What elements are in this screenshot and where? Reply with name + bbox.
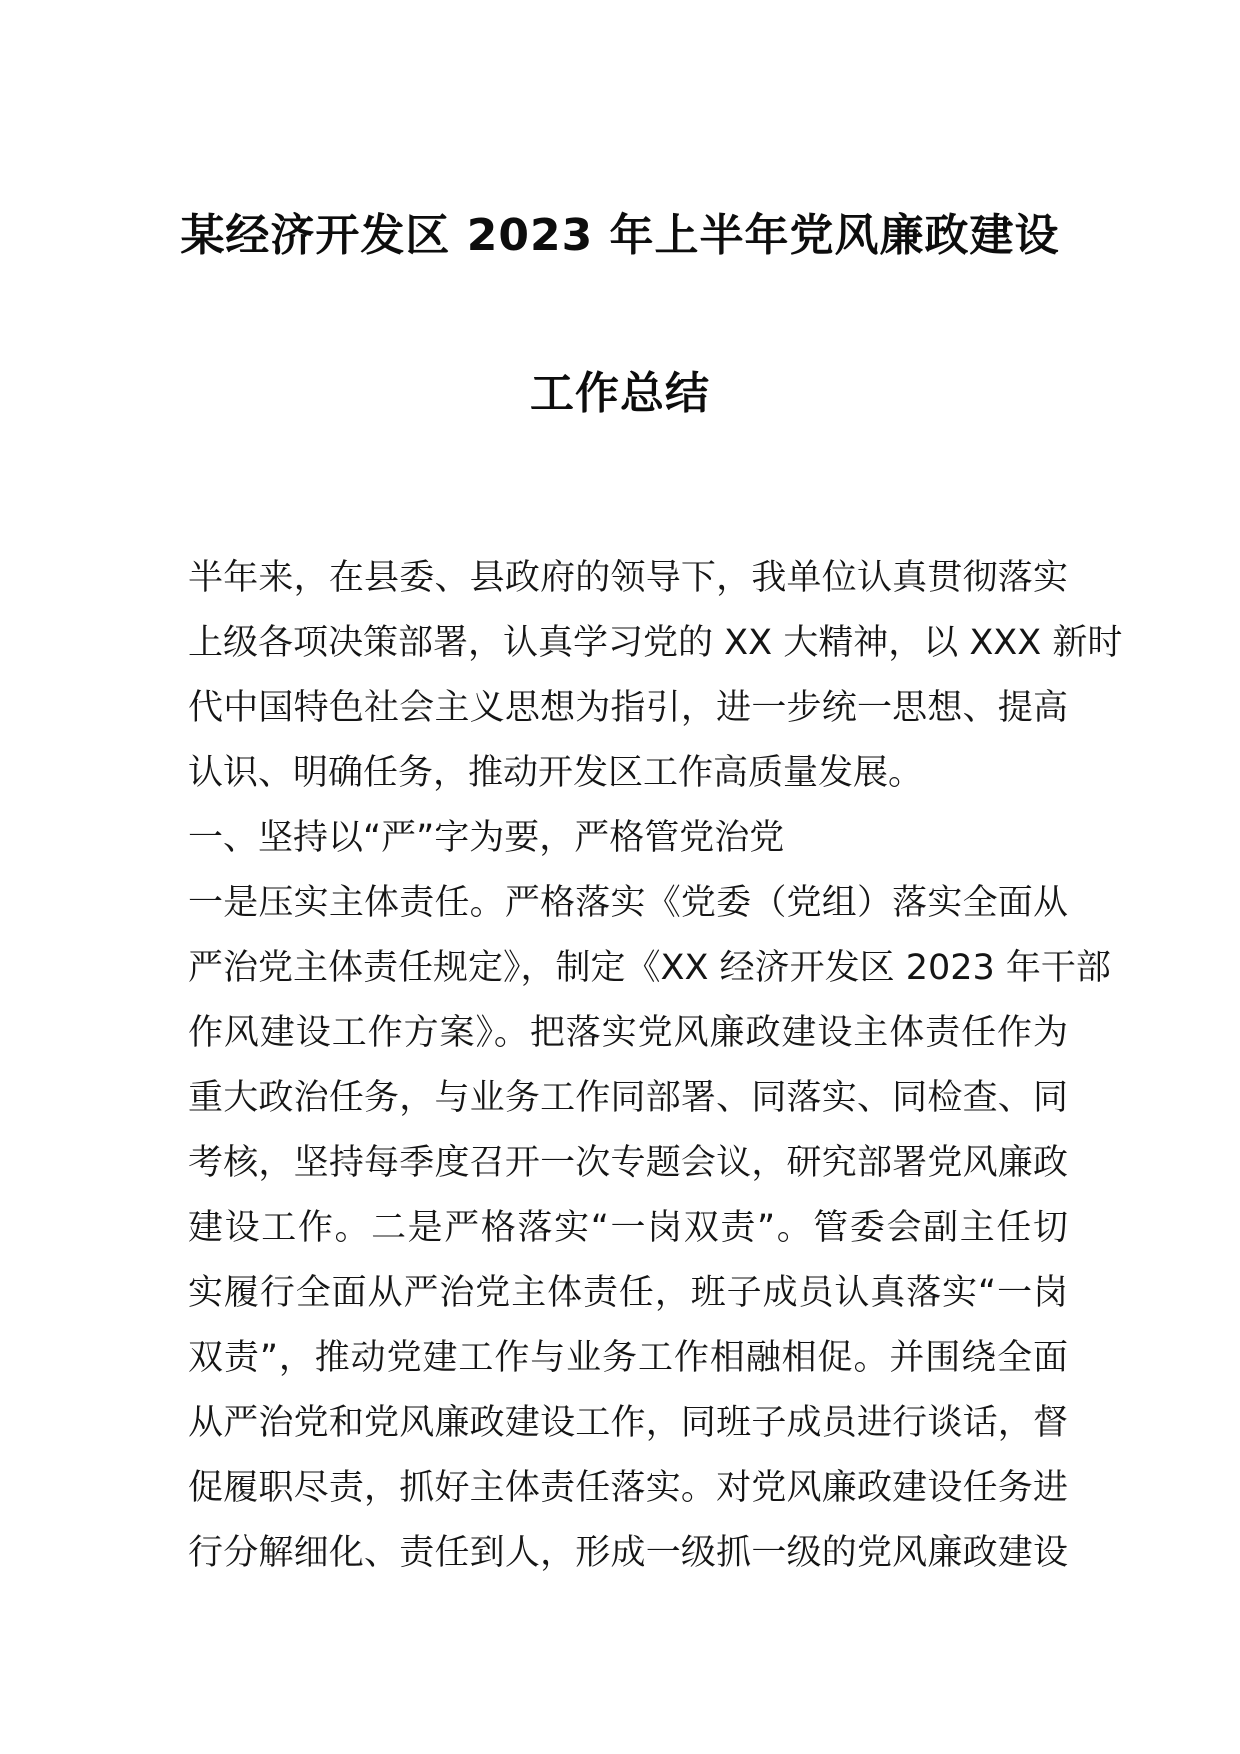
section-heading: 一、坚持以“严”字为要，严格管党治党 xyxy=(188,818,785,858)
body-line: 考核，坚持每季度召开一次专题会议，研究部署党风廉政 xyxy=(188,1143,1068,1183)
document-title-line-1: 某经济开发区 2023 年上半年党风廉政建设 xyxy=(180,210,1060,261)
body-line: 从严治党和党风廉政建设工作，同班子成员进行谈话，督 xyxy=(188,1403,1068,1443)
body-line: 建设工作。二是严格落实“一岗双责”。管委会副主任切 xyxy=(188,1208,1068,1248)
body-line: 上级各项决策部署，认真学习党的 XX 大精神，以 XXX 新时 xyxy=(188,623,1123,663)
document-body xyxy=(188,546,1123,1586)
body-line: 一是压实主体责任。严格落实《党委（党组）落实全面从 xyxy=(188,883,1068,923)
body-line: 作风建设工作方案》。把落实党风廉政建设主体责任作为 xyxy=(188,1013,1068,1053)
body-line: 双责”，推动党建工作与业务工作相融相促。并围绕全面 xyxy=(188,1338,1068,1378)
body-line: 认识、明确任务，推动开发区工作高质量发展。 xyxy=(188,753,924,793)
body-line: 实履行全面从严治党主体责任，班子成员认真落实“一岗 xyxy=(188,1273,1068,1313)
document-title-line-2: 工作总结 xyxy=(530,368,710,419)
body-line: 促履职尽责，抓好主体责任落实。对党风廉政建设任务进 xyxy=(188,1468,1068,1508)
body-line: 半年来，在县委、县政府的领导下，我单位认真贯彻落实 xyxy=(188,558,1068,598)
body-line: 重大政治任务，与业务工作同部署、同落实、同检查、同 xyxy=(188,1078,1068,1118)
body-line: 行分解细化、责任到人，形成一级抓一级的党风廉政建设 xyxy=(188,1533,1068,1573)
body-line: 严治党主体责任规定》，制定《XX 经济开发区 2023 年干部 xyxy=(188,948,1111,988)
body-line: 代中国特色社会主义思想为指引，进一步统一思想、提高 xyxy=(188,688,1068,728)
